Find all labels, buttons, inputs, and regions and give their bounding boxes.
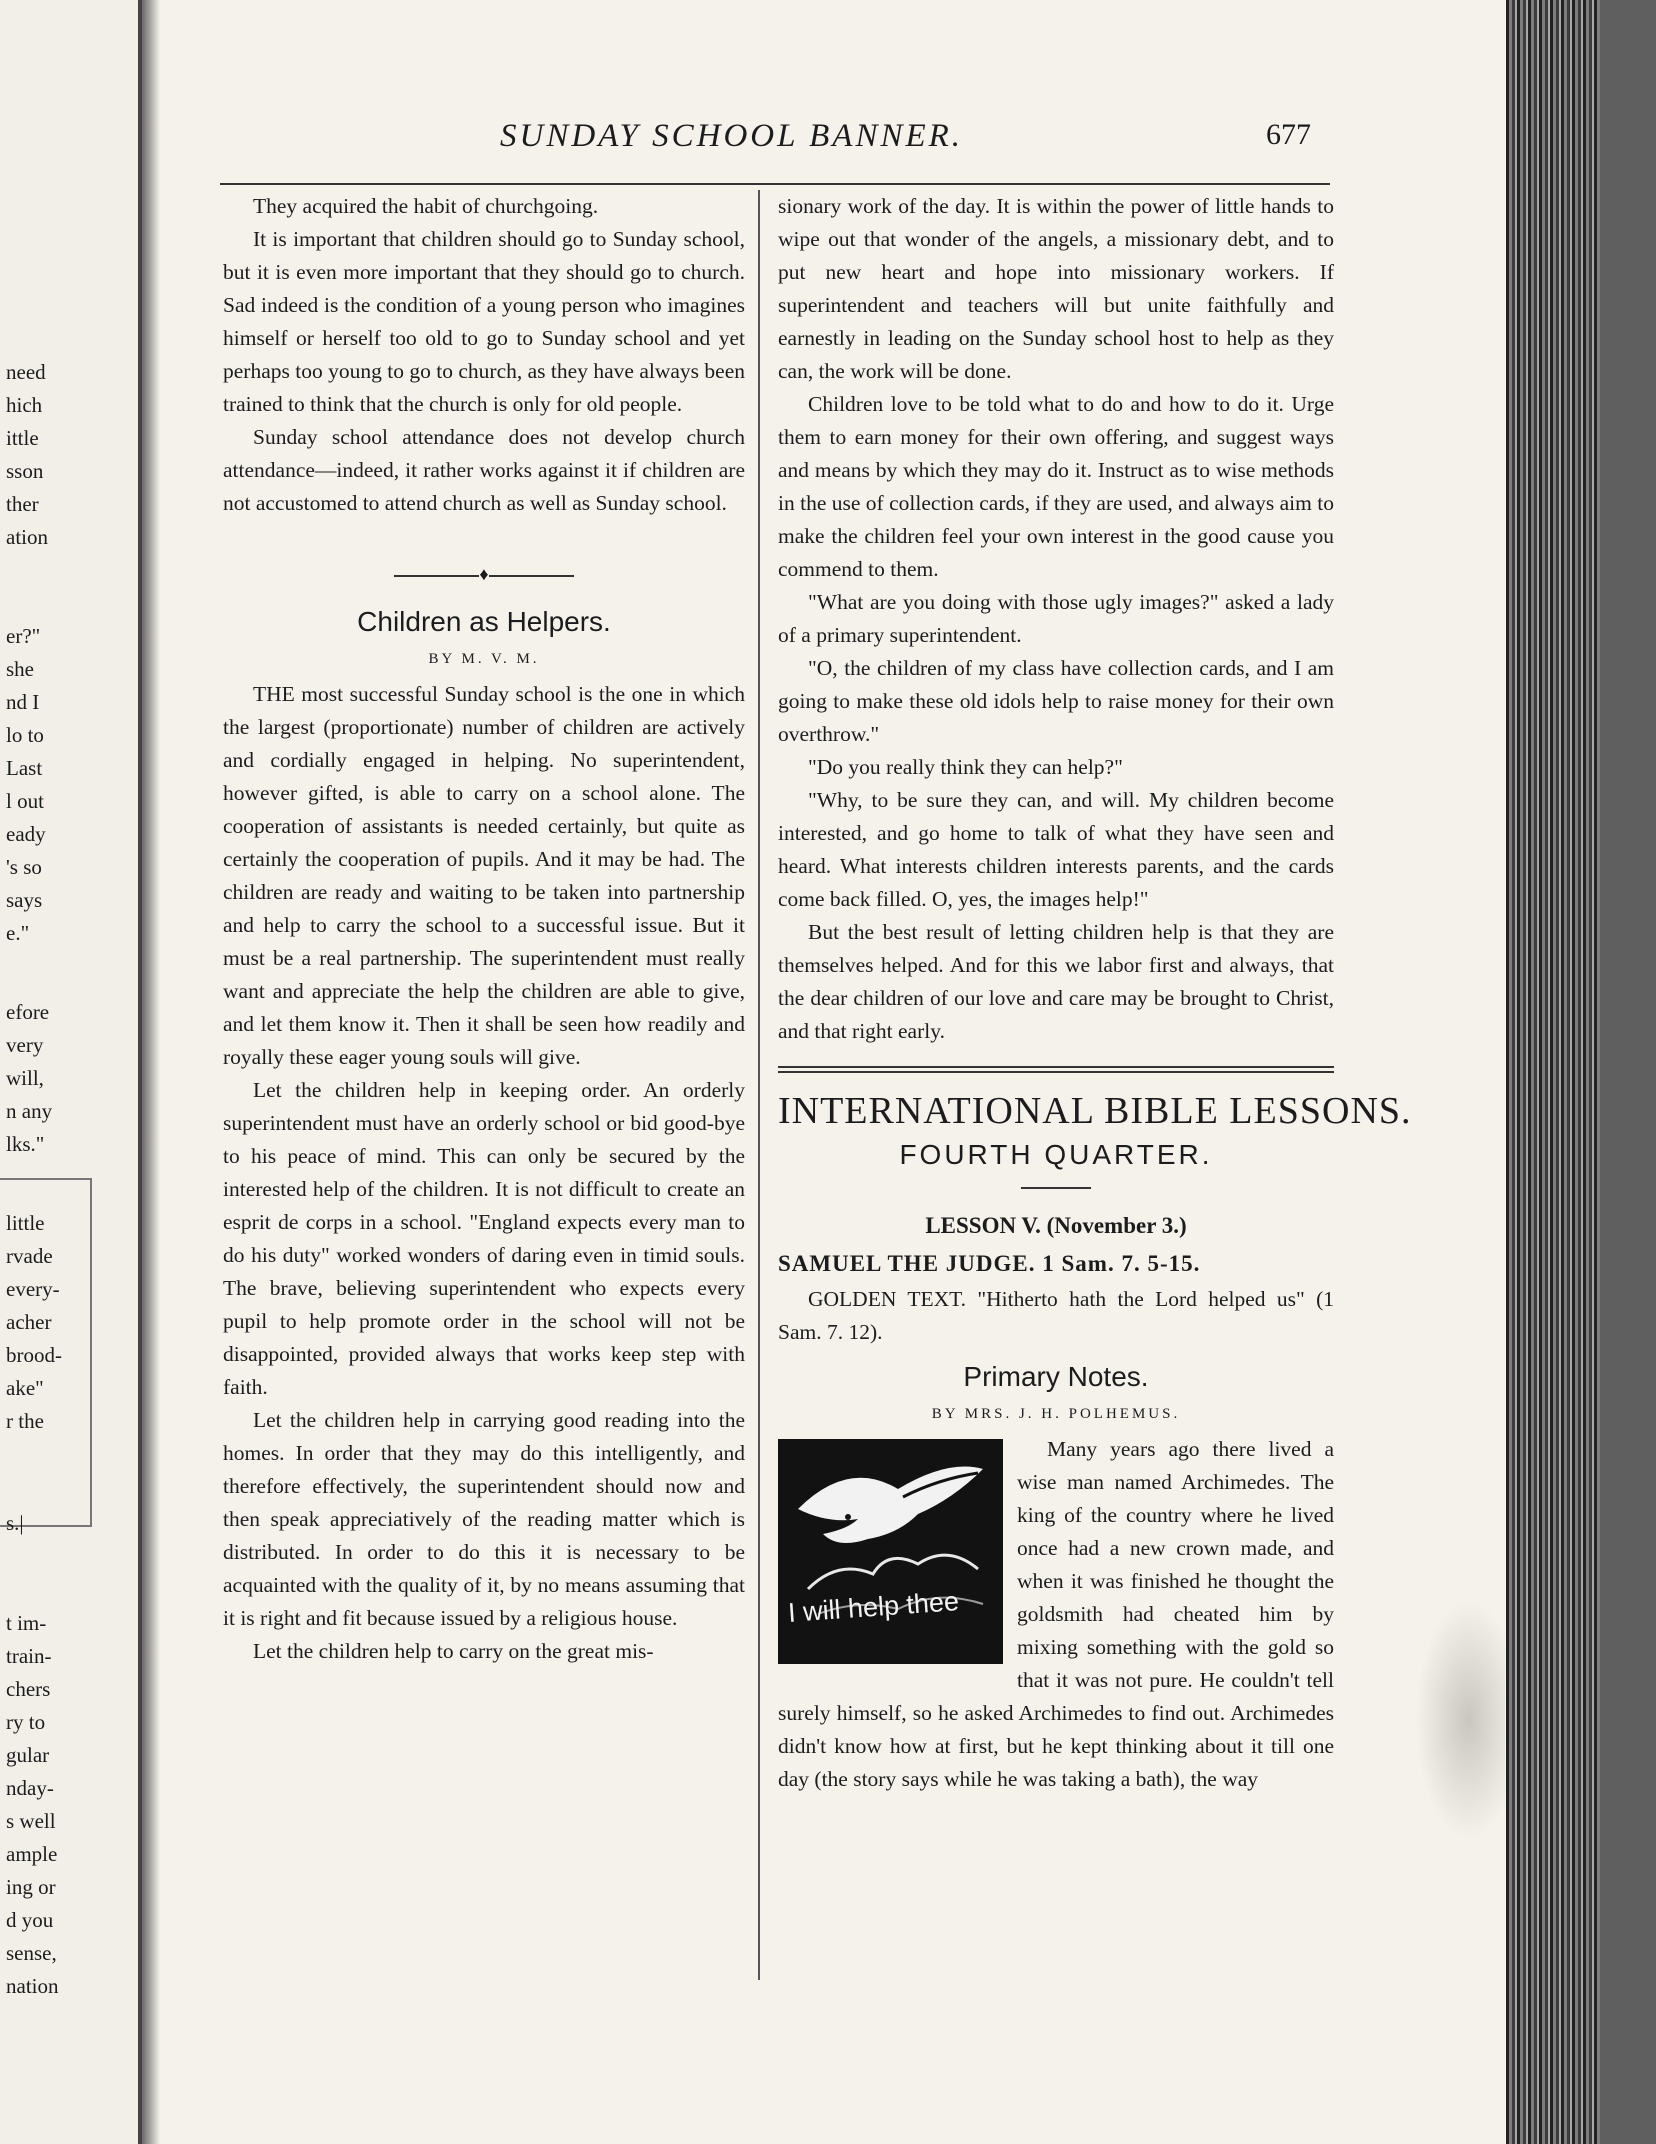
paragraph: "O, the children of my class have collection cards, and I am going to make these old idols help to raise money for their own overthrow.": [778, 656, 1334, 746]
paragraph: Sunday school attendance does not develop church attendance—indeed, it rather works against it if children are not accustomed to attend church as well as Sunday school.: [223, 425, 745, 515]
facing-page-line: s.|: [6, 1511, 24, 1535]
facing-page-fragment: [0, 0, 142, 2144]
facing-page-line: ittle: [6, 426, 39, 450]
facing-page-line: d you: [6, 1908, 54, 1932]
facing-page-line: r the: [6, 1409, 44, 1433]
illustration-caption: I will help thee: [787, 1586, 960, 1628]
golden-text: [778, 1283, 1334, 1349]
notes-title: Primary Notes.: [963, 1361, 1149, 1392]
facing-page-line: acher: [6, 1310, 52, 1334]
facing-page-line: chers: [6, 1677, 51, 1701]
paragraph: It is important that children should go to Sunday school, but it is even more important that they should go to church. Sad indeed is the condition of a young person who imagines himself or herself too old to go to Sunday school and yet perhaps too young to go to church, as they have always been trained to think that the church is only for old people.: [223, 227, 745, 416]
facing-page-line: n any: [6, 1099, 53, 1123]
facing-page-line: very: [6, 1033, 44, 1057]
facing-page-line: sson: [6, 459, 44, 483]
facing-page-line: says: [6, 888, 43, 912]
right-column: [778, 190, 1412, 1796]
facing-page-line: train-: [6, 1644, 52, 1668]
section-subtitle: FOURTH QUARTER.: [899, 1139, 1213, 1170]
paragraph: "What are you doing with those ugly images?" asked a lady of a primary superintendent.: [778, 590, 1334, 647]
facing-page-line: sense,: [6, 1941, 57, 1965]
facing-page-line: lks.": [6, 1132, 45, 1156]
column-rule: [758, 190, 760, 1980]
section-title: INTERNATIONAL BIBLE LESSONS.: [778, 1090, 1412, 1132]
facing-page-line: l out: [6, 789, 44, 813]
paragraph: "Why, to be sure they can, and will. My children become interested, and go home to talk of what they have seen and heard. What interests children interests parents, and the cards come back filled. O, yes, the images help!": [778, 788, 1334, 911]
facing-page-line: efore: [6, 1000, 50, 1024]
paragraph: Children love to be told what to do and how to do it. Urge them to earn money for their own offering, and suggest ways and means by which they may do it. Instruct as to wise methods in the use of collection cards, if they are used, and always aim to make the children feel your own interest in the good cause you commend to them.: [778, 392, 1334, 581]
page-stain: [1415, 1600, 1505, 1840]
paragraph: They acquired the habit of churchgoing.: [253, 194, 599, 218]
golden-text-quote: "Hitherto hath the Lord helped us" (1 Sam. 7. 12).: [778, 1287, 1334, 1344]
paragraph: Let the children help to carry on the great mis-: [253, 1639, 654, 1663]
facing-page-line: 's so: [6, 855, 42, 879]
short-rule: [1021, 1187, 1091, 1189]
section-double-rule: [778, 1066, 1334, 1073]
running-head: SUNDAY SCHOOL BANNER.: [500, 118, 964, 154]
facing-page-line: little: [6, 1211, 45, 1235]
paragraph: THE most successful Sunday school is the one in which the largest (proportionate) number of children are actively and cordially engaged in helping. No superintendent, however gifted, is able to carry on a school alone. The cooperation of assistants is needed certainly, but quite as certainly the cooperation of pupils. And it may be had. The children are ready and waiting to be taken into partnership and help to carry the school to a successful issue. But it must be a real partnership. The superintendent must really want and appreciate the help the children are able to give, and let them know it. Then it shall be seen how readily and royally these eager young souls will give.: [223, 682, 745, 1069]
facing-page-line: ing or: [6, 1875, 56, 1899]
facing-page-line: she: [6, 657, 34, 681]
header-rule: [220, 183, 1330, 185]
facing-page-line: need: [6, 360, 46, 384]
lesson-title: SAMUEL THE JUDGE. 1 Sam. 7. 5-15.: [778, 1251, 1201, 1276]
facing-page-line: ation: [6, 525, 48, 549]
facing-page-line: nd I: [6, 690, 40, 714]
facing-page-line: lo to: [6, 723, 44, 747]
page-number: 677: [1266, 118, 1311, 151]
paragraph: Let the children help in keeping order. An orderly superintendent must have an orderly school or bid good-bye to his peace of mind. This can only be secured by the interested help of the children. It is not difficult to create an esprit de corps in a school. "England expects every man to do his duty" worked wonders of daring even in timid souls. The brave, believing superintendent who expects every pupil to help promote order in the school will not be disappointed, provided always that works keep step with faith.: [223, 1078, 745, 1399]
facing-page-line: gular: [6, 1743, 50, 1767]
paragraph: Let the children help in carrying good reading into the homes. In order that they may do this intelligently, and therefore effectively, the superintendent should now and then speak appreciatively of the reading matter which is distributed. In order to do this it is necessary to be acquainted with the quality of it, by no means assuming that it is right and fit because issued by a religious house.: [223, 1408, 745, 1630]
facing-page-line: s well: [6, 1809, 56, 1833]
book-cover-edge: [1600, 0, 1656, 2144]
facing-page-line: hich: [6, 393, 43, 417]
dove-illustration: [778, 1439, 1003, 1664]
golden-text-label: GOLDEN TEXT.: [808, 1287, 967, 1311]
facing-page-line: nday-: [6, 1776, 54, 1800]
article-byline: BY M. V. M.: [428, 651, 540, 667]
facing-page-line: ther: [6, 492, 39, 516]
facing-page-line: eady: [6, 822, 46, 846]
facing-page-line: Last: [6, 756, 43, 780]
facing-page-line: will,: [6, 1066, 44, 1090]
left-column: [223, 190, 745, 1668]
facing-page-line: e.": [6, 921, 30, 945]
facing-page-line: rvade: [6, 1244, 53, 1268]
paragraph: sionary work of the day. It is within the power of little hands to wipe out that wonder of the angels, a missionary debt, and to put new heart and hope into missionary workers. If superintendent and teachers will but unite faithfully and earnestly in leading on the Sunday school host to help as they can, the work will be done.: [778, 194, 1334, 383]
lesson-heading: LESSON V. (November 3.): [925, 1213, 1187, 1238]
article-title: Children as Helpers.: [357, 606, 611, 637]
facing-page-line: every-: [6, 1277, 60, 1301]
paragraph: But the best result of letting children help is that they are themselves helped. And for this we labor first and always, that the dear children of our love and care may be brought to Christ, and that right early.: [778, 920, 1334, 1043]
facing-page-line: er?": [6, 624, 41, 648]
facing-page-line: ake": [6, 1376, 44, 1400]
facing-page-line: ry to: [6, 1710, 46, 1734]
notes-byline: BY MRS. J. H. POLHEMUS.: [931, 1406, 1181, 1422]
page-fold-shadow: [142, 0, 160, 2144]
facing-page-line: brood-: [6, 1343, 62, 1367]
paragraph: "Do you really think they can help?": [808, 755, 1123, 779]
facing-page-line: nation: [6, 1974, 59, 1998]
section-ornament: ♦: [223, 564, 745, 584]
dove-icon: [778, 1439, 1003, 1664]
facing-page-line: t im-: [6, 1611, 47, 1635]
facing-page-line: ample: [6, 1842, 58, 1866]
notes-paragraph: Many years ago there lived a wise man named Archimedes. The king of the country where he lived once had a new crown made, and when it was finished he thought the goldsmith had cheated him by mixing something with the gold so that it was not pure. He couldn't tell surely himself, so he asked Archimedes to find out. Archimedes didn't know how at first, but he kept thinking about it till one day (the story says while he was taking a bath), the way: [778, 1437, 1334, 1791]
